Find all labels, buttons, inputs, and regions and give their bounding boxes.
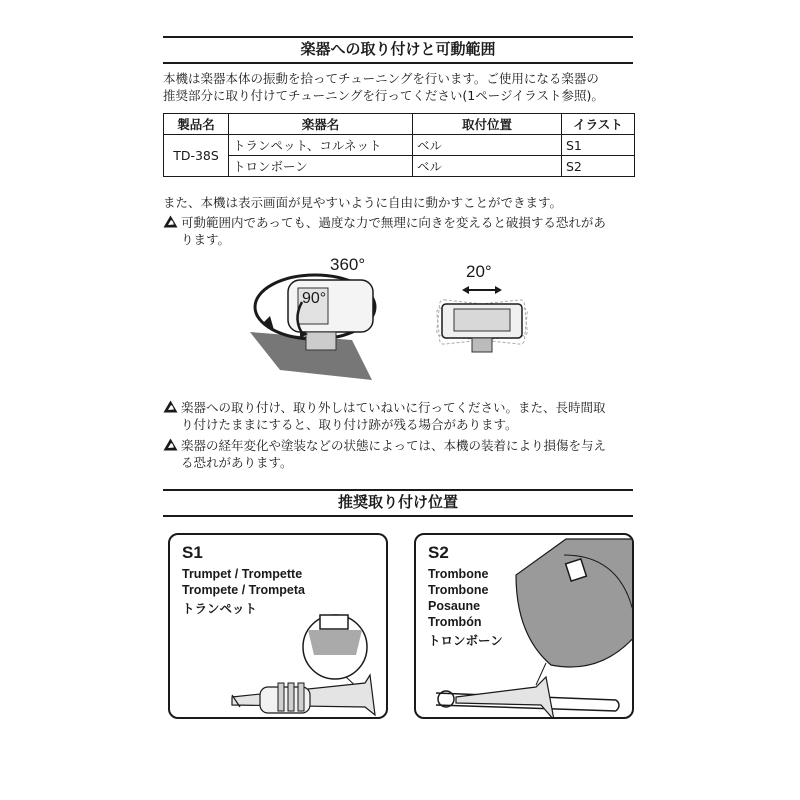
warning-1-line-1: 可動範囲内であっても、過度な力で無理に向きを変えると破損する恐れがあ (181, 215, 606, 230)
section-title-recommended: 推奨取り付け位置 (163, 491, 633, 517)
warning-3-line-1: 楽器の経年変化や塗装などの状態によっては、本機の装着により損傷を与え (181, 438, 607, 453)
rotation-angle-label: 360° (330, 255, 366, 274)
zoom-bell-surface (516, 539, 634, 667)
card-s2-id: S2 (428, 543, 449, 562)
swing-arrow-right (495, 286, 502, 294)
tilt-angle-label: 90° (302, 290, 327, 307)
zoom-bell-section (308, 630, 362, 655)
tuner-neck (472, 338, 492, 352)
warning-hand-icon (163, 400, 178, 413)
card-s1-name-2: Trompete / Trompeta (182, 583, 305, 597)
card-s2-name-1: Trombone (428, 567, 489, 581)
card-s2-name-4: Trombón (428, 615, 482, 629)
trumpet-valve-3 (298, 683, 304, 711)
card-s1 (168, 533, 388, 719)
illust-cell: S1 (562, 135, 635, 156)
trumpet-illustration (170, 535, 388, 719)
intro-text (163, 70, 635, 104)
warning-3 (163, 437, 635, 471)
card-s2-name-2: Trombone (428, 583, 489, 597)
trombone-slide-bend (616, 700, 619, 711)
movement-note: また、本機は表示画面が見やすいように自由に動かすことができます。 (163, 195, 563, 210)
card-s1-name-1: Trumpet / Trompette (182, 567, 303, 581)
intro-line-2: 推奨部分に取り付けてチューニングを行ってください(1ページイラスト参照)。 (163, 88, 604, 103)
swing-illustration (432, 282, 532, 362)
swing-arrow-left (462, 286, 469, 294)
product-table (163, 113, 635, 177)
illust-cell: S2 (562, 156, 635, 177)
card-s1-id: S1 (182, 543, 203, 562)
position-cell: ベル (413, 135, 562, 156)
trombone-slide-bottom (436, 705, 616, 711)
instrument-cell: トランペット、コルネット (229, 135, 413, 156)
warning-2 (163, 399, 635, 433)
card-s2 (414, 533, 634, 719)
trumpet-valve-1 (278, 683, 284, 711)
zoom-tuner (320, 615, 348, 629)
header-instrument: 楽器名 (229, 114, 413, 135)
card-s2-name-3: Posaune (428, 599, 481, 613)
table-row (164, 156, 635, 177)
intro-line-1: 本機は楽器本体の振動を拾ってチューニングを行います。ご使用になる楽器の (163, 71, 599, 86)
trumpet-valve-2 (288, 683, 294, 711)
tuner-screen (454, 309, 510, 331)
header-position: 取付位置 (413, 114, 562, 135)
position-cell: ベル (413, 156, 562, 177)
header-illust: イラスト (562, 114, 635, 135)
trombone-bell (456, 677, 554, 719)
header-product: 製品名 (164, 114, 229, 135)
warning-hand-icon (163, 215, 178, 228)
section-title-mount: 楽器への取り付けと可動範囲 (163, 38, 633, 64)
table-row (164, 135, 635, 156)
swing-angle-label: 20° (466, 262, 492, 281)
rotation-illustration (240, 252, 390, 382)
card-s2-name-5: トロンボーン (428, 634, 503, 648)
instrument-cell: トロンボーン (229, 156, 413, 177)
warning-1-line-2: ります。 (181, 232, 231, 247)
warning-2-line-1: 楽器への取り付け、取り外しはていねいに行ってください。また、長時間取 (181, 400, 606, 415)
warning-3-line-2: る恐れがあります。 (181, 455, 293, 470)
product-cell: TD-38S (164, 135, 229, 177)
warning-2-line-2: り付けたままにすると、取り付け跡が残る場合があります。 (181, 417, 518, 432)
warning-1 (163, 214, 635, 248)
tuner-clip (306, 332, 336, 350)
warning-hand-icon (163, 438, 178, 451)
table-header-row (164, 114, 635, 135)
card-s1-name-3: トランペット (182, 602, 258, 616)
